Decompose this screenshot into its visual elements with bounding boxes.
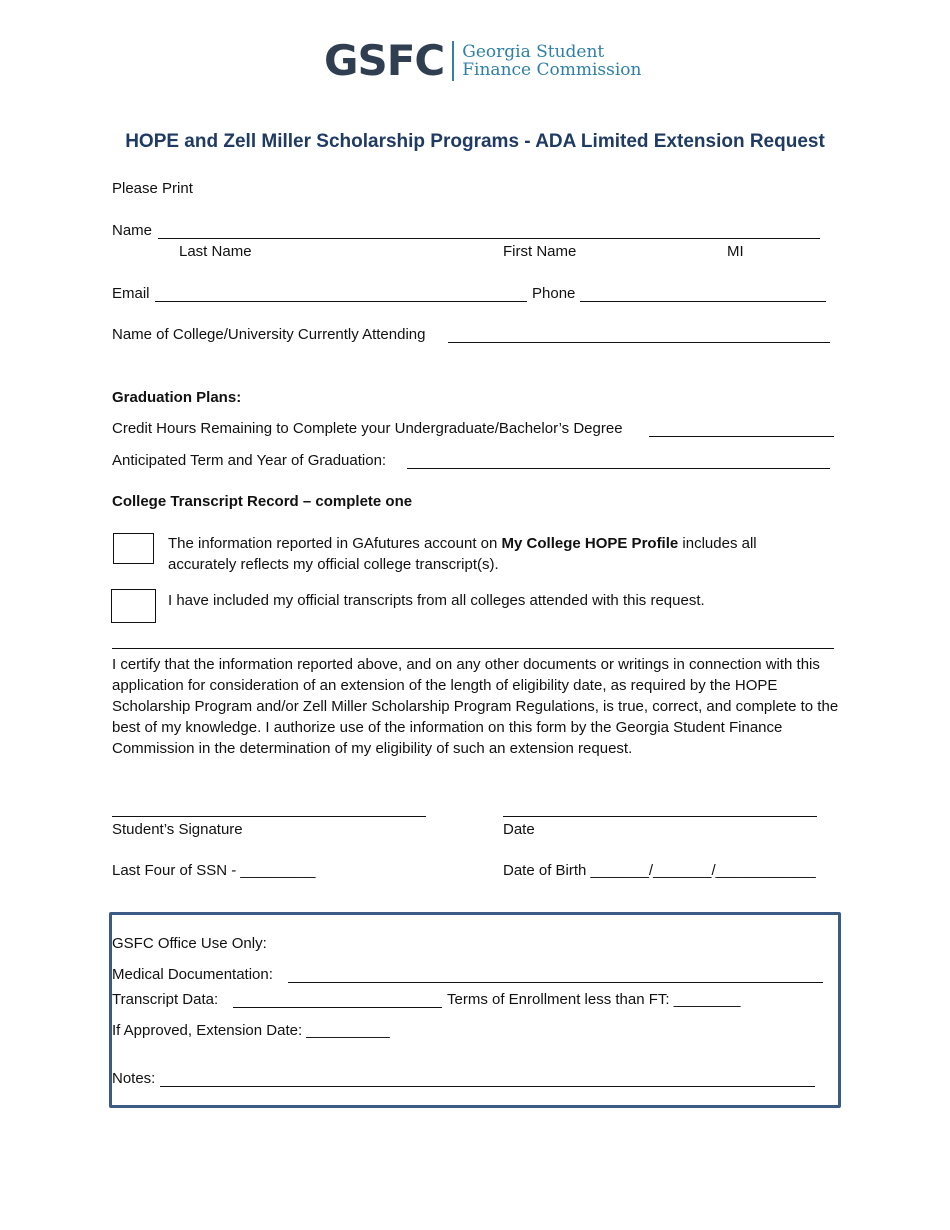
section-divider — [112, 648, 834, 649]
terms-enrollment-label[interactable]: Terms of Enrollment less than FT: ________ — [447, 991, 741, 1008]
date-field[interactable] — [503, 816, 817, 817]
transcript-data-label: Transcript Data: — [112, 991, 219, 1008]
transcripts-included-checkbox[interactable] — [111, 589, 156, 623]
first-name-caption: First Name — [503, 243, 577, 260]
dob-label[interactable]: Date of Birth _______/_______/____________ — [503, 862, 816, 879]
logo-line-1: Georgia Student — [462, 42, 605, 62]
transcript-heading: College Transcript Record – complete one — [112, 493, 413, 510]
anticipated-graduation-field[interactable] — [407, 468, 830, 469]
phone-label: Phone — [532, 285, 576, 302]
graduation-heading: Graduation Plans: — [112, 389, 242, 406]
page-title: HOPE and Zell Miller Scholarship Programs - ADA Limited Extension Request — [125, 131, 825, 152]
credit-hours-label: Credit Hours Remaining to Complete your Undergraduate/Bachelor’s Degree — [112, 420, 623, 437]
signature-label: Student’s Signature — [112, 821, 243, 838]
notes-label: Notes: — [112, 1070, 156, 1087]
logo-mark: GSFC — [324, 36, 445, 85]
name-label: Name — [112, 222, 153, 239]
option-1-bold: My College HOPE Profile — [501, 535, 679, 552]
option-1-text — [168, 535, 757, 553]
extension-date-label[interactable]: If Approved, Extension Date: __________ — [112, 1022, 390, 1039]
last-name-caption: Last Name — [179, 243, 252, 260]
signature-field[interactable] — [112, 816, 426, 817]
email-field[interactable] — [155, 301, 527, 302]
medical-documentation-field[interactable] — [288, 982, 823, 983]
certification-paragraph: I certify that the information reported above, and on any other documents or writings in connection with this application for consideration of an extension of the length of eligibility date, as required by the HOPE Scholarship Program and/or Zell Miller Scholarship Program Regulations, is true, correct, and complete to the best of my knowledge. I authorize use of the information on this form by the Georgia Student Finance Commission in the determination of my eligibility of such an extension request. — [112, 656, 839, 757]
anticipated-graduation-label: Anticipated Term and Year of Graduation: — [112, 452, 387, 469]
college-field[interactable] — [448, 342, 830, 343]
logo-line-2: Finance Commission — [462, 60, 642, 80]
mi-caption: MI — [727, 243, 744, 260]
office-heading: GSFC Office Use Only: — [112, 935, 267, 952]
option-2-text: I have included my official transcripts from all colleges attended with this request. — [168, 592, 705, 609]
notes-field[interactable] — [160, 1086, 815, 1087]
date-label: Date — [503, 821, 535, 838]
credit-hours-field[interactable] — [649, 436, 834, 437]
phone-field[interactable] — [580, 301, 826, 302]
ssn-label[interactable]: Last Four of SSN - _________ — [112, 862, 316, 879]
medical-documentation-label: Medical Documentation: — [112, 966, 273, 983]
email-label: Email — [112, 285, 150, 302]
option-1-post: includes all — [682, 535, 757, 552]
gafutures-profile-checkbox[interactable] — [113, 533, 154, 564]
option-1-line-2: accurately reflects my official college transcript(s). — [168, 556, 499, 573]
college-label: Name of College/University Currently Attending — [112, 326, 426, 343]
option-1-pre: The information reported in GAfutures account on — [168, 535, 498, 552]
logo-divider — [452, 41, 454, 81]
gsfc-logo — [324, 38, 642, 84]
logo-text — [462, 43, 641, 79]
please-print-label: Please Print — [112, 180, 193, 197]
transcript-data-field[interactable] — [233, 1007, 442, 1008]
name-field[interactable] — [158, 238, 820, 239]
